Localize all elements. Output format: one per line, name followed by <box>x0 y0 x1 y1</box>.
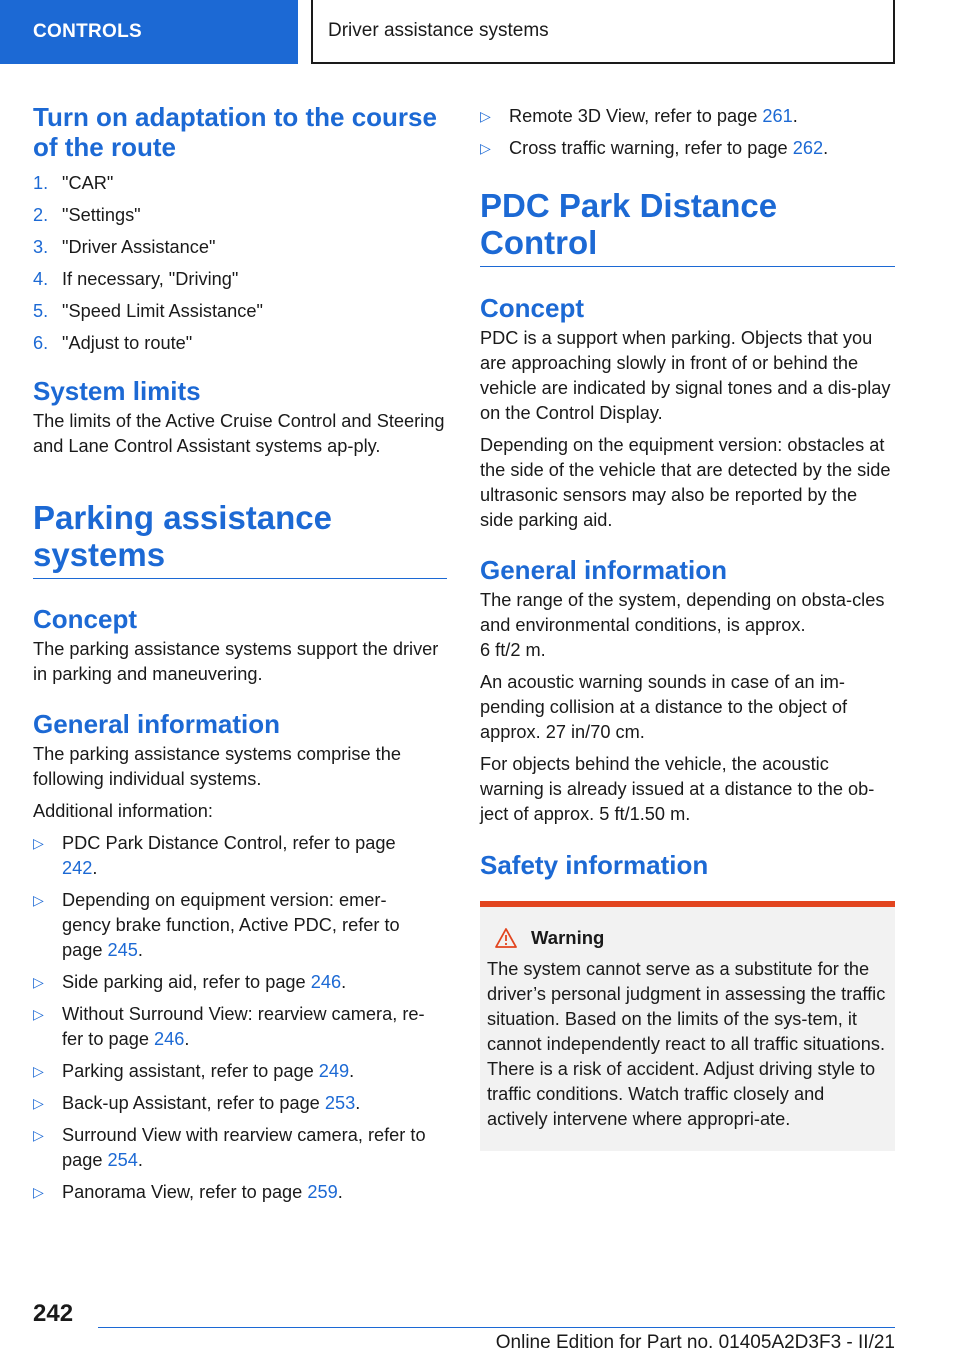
warning-box <box>480 901 895 1151</box>
parking-heading-line-1: Parking assistance <box>33 499 332 536</box>
list-item <box>33 235 447 260</box>
ref-label: Remote 3D View, refer to page <box>509 106 763 126</box>
triangle-bullet-icon: ▷ <box>33 1127 44 1143</box>
pdc-heading: PDC Park Distance Control <box>480 187 778 261</box>
step-number: 2. <box>33 205 49 225</box>
ref-label: Depending on equipment version: emer‐gency brake function, Active PDC, refer to page <box>62 890 400 960</box>
ref-label: Cross traffic warning, refer to page <box>509 138 793 158</box>
triangle-bullet-icon: ▷ <box>33 1095 44 1111</box>
reference-list-continued <box>480 104 895 161</box>
triangle-bullet-icon: ▷ <box>33 1063 44 1079</box>
list-item <box>33 331 447 356</box>
warning-header <box>487 925 888 950</box>
adaptation-steps <box>33 171 447 356</box>
section-label: CONTROLS <box>33 21 143 42</box>
ref-label: Panorama View, refer to page <box>62 1182 308 1202</box>
step-number: 5. <box>33 301 49 321</box>
safety-heading: Safety information <box>480 850 709 880</box>
general-info-heading: General information <box>33 709 281 739</box>
ref-text: Panorama View, refer to page 259. <box>62 1182 343 1202</box>
general-info-text: The parking assistance systems comprise the following individual systems. <box>33 744 401 789</box>
step-number: 4. <box>33 269 49 289</box>
warning-title: Warning <box>531 927 605 948</box>
edition-note: Online Edition for Part no. 01405A2D3F3 - II/21 <box>495 1332 895 1353</box>
page-link[interactable]: 261 <box>762 106 793 126</box>
step-text: "CAR" <box>62 173 114 193</box>
page-number: 242 <box>33 1300 74 1327</box>
pdc-general-text-3: For objects behind the vehicle, the acoustic warning is already issued at a distance to the ob‐ject of approx. 5 ft/1.50 m. <box>480 754 875 824</box>
list-item <box>33 1059 447 1084</box>
ref-text: Back-up Assistant, refer to page 253. <box>62 1093 361 1113</box>
system-limits-text: The limits of the Active Cruise Control and Steering and Lane Control Assistant systems ap‐ply. <box>33 411 445 456</box>
triangle-bullet-icon: ▷ <box>480 108 491 124</box>
range-text: The range of the system, depending on obsta‐cles and environmental conditions, is approx. <box>480 590 885 635</box>
list-item <box>33 267 447 292</box>
adaptation-heading-line-1: Turn on adaptation to the course <box>33 102 437 132</box>
list-item <box>480 136 895 161</box>
concept-text: The parking assistance systems support the driver in parking and maneuvering. <box>33 639 439 684</box>
triangle-bullet-icon: ▷ <box>33 1006 44 1022</box>
ref-label: PDC Park Distance Control, refer to page <box>62 833 396 853</box>
page-link[interactable]: 245 <box>107 940 138 960</box>
step-number: 6. <box>33 333 49 353</box>
pdc-concept-heading: Concept <box>480 293 584 323</box>
list-item <box>33 1002 447 1052</box>
ref-text: Parking assistant, refer to page 249. <box>62 1061 355 1081</box>
list-item <box>33 1180 447 1205</box>
page-link[interactable]: 246 <box>310 972 342 992</box>
ref-text: Surround View with rearview camera, refer to page 254. <box>62 1125 426 1170</box>
additional-info-label: Additional information: <box>33 801 213 821</box>
reference-list <box>33 831 447 1205</box>
heading-rule <box>480 266 895 267</box>
list-item <box>480 104 895 129</box>
right-column <box>480 102 895 1151</box>
ref-label: Surround View with rearview camera, refer to page <box>62 1125 426 1170</box>
triangle-bullet-icon: ▷ <box>33 835 44 851</box>
list-item <box>33 831 447 881</box>
step-text: "Speed Limit Assistance" <box>62 301 263 321</box>
step-text: "Driver Assistance" <box>62 237 216 257</box>
list-item <box>33 1091 447 1116</box>
ref-label: Back-up Assistant, refer to page <box>62 1093 325 1113</box>
chapter-label: Driver assistance systems <box>328 20 549 41</box>
ref-label: Parking assistant, refer to page <box>62 1061 319 1081</box>
page-link[interactable]: 254 <box>107 1150 138 1170</box>
pdc-general-text-1 <box>480 588 895 663</box>
page-link[interactable]: 246 <box>154 1029 185 1049</box>
parking-assistance-heading <box>33 499 447 573</box>
triangle-bullet-icon: ▷ <box>33 892 44 908</box>
section-tab <box>0 0 298 64</box>
pdc-general-heading: General information <box>480 555 728 585</box>
ref-text: Remote 3D View, refer to page 261. <box>509 106 798 126</box>
ref-label: Side parking aid, refer to page <box>62 972 311 992</box>
list-item <box>33 203 447 228</box>
page-link[interactable]: 242 <box>62 858 93 878</box>
page-link[interactable]: 259 <box>307 1182 338 1202</box>
list-item <box>33 970 447 995</box>
footer-rule <box>98 1327 895 1328</box>
list-item <box>33 299 447 324</box>
list-item <box>33 1123 447 1173</box>
triangle-bullet-icon: ▷ <box>480 140 491 156</box>
pdc-concept-text-1: PDC is a support when parking. Objects that you are approaching slowly in front of or behind the vehicle are indicated by signal tones and a dis‐play on the Control Display. <box>480 328 891 423</box>
adaptation-heading-line-2: of the route <box>33 132 176 162</box>
page-link[interactable]: 249 <box>318 1061 350 1081</box>
page-link[interactable]: 262 <box>792 138 824 158</box>
ref-text: Without Surround View: rearview camera, re‐fer to page 246. <box>62 1004 425 1049</box>
step-number: 1. <box>33 173 49 193</box>
chapter-header <box>311 0 895 64</box>
step-text: If necessary, "Driving" <box>62 269 239 289</box>
parking-heading-line-2: systems <box>33 536 166 573</box>
list-item <box>33 171 447 196</box>
triangle-bullet-icon: ▷ <box>33 1184 44 1200</box>
page-link[interactable]: 253 <box>324 1093 356 1113</box>
warning-triangle-icon <box>495 928 517 948</box>
ref-text: Side parking aid, refer to page 246. <box>62 972 347 992</box>
step-number: 3. <box>33 237 49 257</box>
pdc-concept-text-2: Depending on the equipment version: obstacles at the side of the vehicle that are detected by the side ultrasonic sensors may also be reported by the side parking aid. <box>480 435 891 530</box>
step-text: "Settings" <box>62 205 141 225</box>
triangle-bullet-icon: ▷ <box>33 974 44 990</box>
ref-text: Depending on equipment version: emer‐gency brake function, Active PDC, refer to page 245. <box>62 890 400 960</box>
range-value: 6 ft/2 m. <box>480 640 546 660</box>
ref-label: Without Surround View: rearview camera, re‐fer to page <box>62 1004 425 1049</box>
system-limits-heading: System limits <box>33 376 201 406</box>
ref-text: PDC Park Distance Control, refer to page 242. <box>62 833 396 878</box>
list-item <box>33 888 447 963</box>
adaptation-heading <box>33 102 447 162</box>
warning-text: The system cannot serve as a substitute for the driver’s personal judgment in assessing the traffic situation. Based on the limits of the sys‐tem, it cannot independently react to all traffic situations. There is a risk of accident. Adjust driving style to traffic conditions. Watch traffic closely and actively intervene where appropri‐ate. <box>487 959 886 1129</box>
step-text: "Adjust to route" <box>62 333 193 353</box>
left-column <box>33 102 447 1212</box>
heading-rule <box>33 578 447 579</box>
pdc-general-text-2: An acoustic warning sounds in case of an im‐pending collision at a distance to the object of approx. 27 in/70 cm. <box>480 672 848 742</box>
ref-text: Cross traffic warning, refer to page 262. <box>509 138 829 158</box>
concept-heading: Concept <box>33 604 137 634</box>
